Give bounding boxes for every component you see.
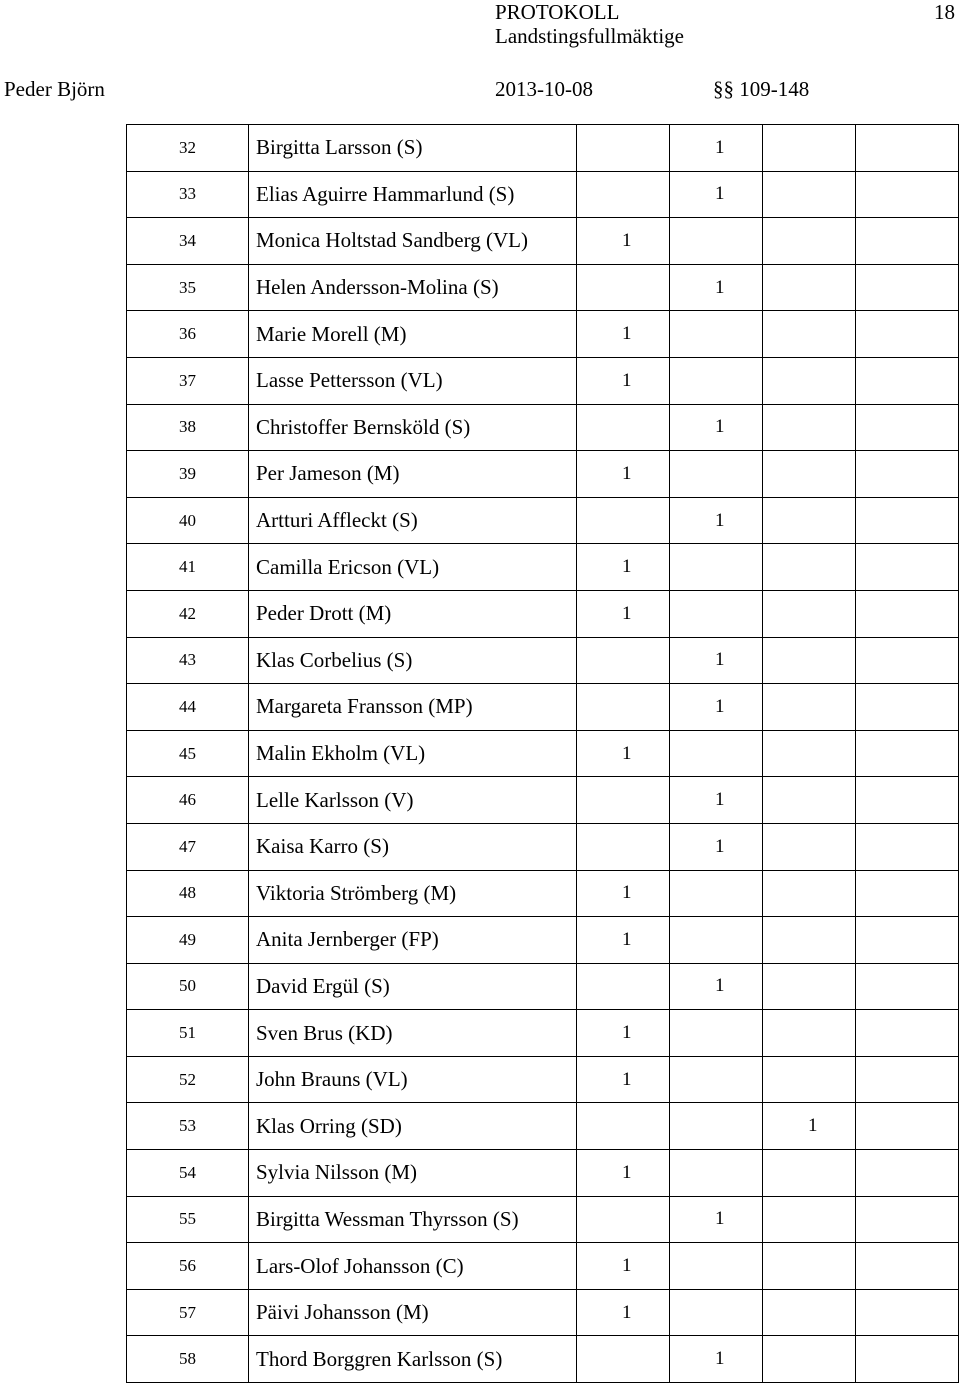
member-name: Elias Aguirre Hammarlund (S) bbox=[249, 171, 577, 218]
vote-column-3 bbox=[763, 404, 856, 451]
vote-column-2: 1 bbox=[670, 125, 763, 172]
vote-column-2: 1 bbox=[670, 637, 763, 684]
vote-column-1: 1 bbox=[577, 1010, 670, 1057]
member-number: 40 bbox=[127, 497, 249, 544]
member-name: Margareta Fransson (MP) bbox=[249, 684, 577, 731]
vote-column-4 bbox=[856, 1056, 959, 1103]
member-name: Kaisa Karro (S) bbox=[249, 823, 577, 870]
member-number: 32 bbox=[127, 125, 249, 172]
vote-column-2 bbox=[670, 1103, 763, 1150]
vote-column-4 bbox=[856, 963, 959, 1010]
vote-column-4 bbox=[856, 1196, 959, 1243]
member-number: 37 bbox=[127, 357, 249, 404]
vote-column-4 bbox=[856, 590, 959, 637]
vote-column-1: 1 bbox=[577, 870, 670, 917]
table-row bbox=[127, 125, 959, 172]
vote-column-4 bbox=[856, 730, 959, 777]
vote-column-1: 1 bbox=[577, 311, 670, 358]
member-name: John Brauns (VL) bbox=[249, 1056, 577, 1103]
member-name: Klas Orring (SD) bbox=[249, 1103, 577, 1150]
vote-column-4 bbox=[856, 125, 959, 172]
vote-column-2 bbox=[670, 218, 763, 265]
table-row bbox=[127, 1103, 959, 1150]
page-number: 18 bbox=[934, 0, 955, 24]
vote-column-3 bbox=[763, 1243, 856, 1290]
document-title: PROTOKOLL bbox=[495, 0, 620, 24]
vote-column-4 bbox=[856, 544, 959, 591]
member-number: 58 bbox=[127, 1336, 249, 1383]
table-row bbox=[127, 171, 959, 218]
vote-column-4 bbox=[856, 404, 959, 451]
vote-column-2: 1 bbox=[670, 264, 763, 311]
vote-column-1: 1 bbox=[577, 1289, 670, 1336]
table-row bbox=[127, 497, 959, 544]
member-name: David Ergül (S) bbox=[249, 963, 577, 1010]
vote-column-2: 1 bbox=[670, 777, 763, 824]
member-number: 44 bbox=[127, 684, 249, 731]
member-number: 56 bbox=[127, 1243, 249, 1290]
vote-column-3 bbox=[763, 637, 856, 684]
vote-column-2 bbox=[670, 357, 763, 404]
vote-column-3 bbox=[763, 823, 856, 870]
member-number: 45 bbox=[127, 730, 249, 777]
vote-column-1 bbox=[577, 125, 670, 172]
table-row bbox=[127, 730, 959, 777]
vote-column-3 bbox=[763, 1056, 856, 1103]
vote-column-1 bbox=[577, 404, 670, 451]
member-number: 53 bbox=[127, 1103, 249, 1150]
vote-column-4 bbox=[856, 1243, 959, 1290]
vote-column-1 bbox=[577, 497, 670, 544]
member-number: 42 bbox=[127, 590, 249, 637]
vote-column-2: 1 bbox=[670, 823, 763, 870]
vote-column-3 bbox=[763, 497, 856, 544]
vote-column-3 bbox=[763, 1150, 856, 1197]
voting-table bbox=[126, 124, 959, 1383]
member-name: Malin Ekholm (VL) bbox=[249, 730, 577, 777]
table-row bbox=[127, 1243, 959, 1290]
member-name: Sven Brus (KD) bbox=[249, 1010, 577, 1057]
vote-column-1: 1 bbox=[577, 544, 670, 591]
vote-column-2 bbox=[670, 1289, 763, 1336]
member-number: 47 bbox=[127, 823, 249, 870]
member-name: Anita Jernberger (FP) bbox=[249, 917, 577, 964]
table-row bbox=[127, 823, 959, 870]
vote-column-4 bbox=[856, 264, 959, 311]
table-row bbox=[127, 963, 959, 1010]
member-name: Artturi Affleckt (S) bbox=[249, 497, 577, 544]
vote-column-1: 1 bbox=[577, 1150, 670, 1197]
vote-column-1 bbox=[577, 1103, 670, 1150]
vote-column-2: 1 bbox=[670, 1196, 763, 1243]
member-number: 41 bbox=[127, 544, 249, 591]
vote-column-3 bbox=[763, 1196, 856, 1243]
vote-column-1: 1 bbox=[577, 917, 670, 964]
vote-column-4 bbox=[856, 637, 959, 684]
vote-column-3 bbox=[763, 264, 856, 311]
table-row bbox=[127, 357, 959, 404]
vote-column-1 bbox=[577, 823, 670, 870]
vote-column-1: 1 bbox=[577, 218, 670, 265]
member-name: Monica Holtstad Sandberg (VL) bbox=[249, 218, 577, 265]
member-number: 55 bbox=[127, 1196, 249, 1243]
vote-column-2 bbox=[670, 451, 763, 498]
vote-column-1 bbox=[577, 637, 670, 684]
vote-column-3 bbox=[763, 684, 856, 731]
member-number: 49 bbox=[127, 917, 249, 964]
vote-column-1 bbox=[577, 171, 670, 218]
member-name: Lasse Pettersson (VL) bbox=[249, 357, 577, 404]
vote-column-4 bbox=[856, 1103, 959, 1150]
table-row bbox=[127, 1289, 959, 1336]
table-row bbox=[127, 404, 959, 451]
table-row bbox=[127, 1150, 959, 1197]
vote-column-3 bbox=[763, 451, 856, 498]
member-number: 46 bbox=[127, 777, 249, 824]
table-row bbox=[127, 311, 959, 358]
member-number: 51 bbox=[127, 1010, 249, 1057]
member-name: Birgitta Larsson (S) bbox=[249, 125, 577, 172]
vote-column-2 bbox=[670, 590, 763, 637]
author-name: Peder Björn bbox=[4, 77, 105, 101]
vote-column-1: 1 bbox=[577, 590, 670, 637]
member-number: 48 bbox=[127, 870, 249, 917]
vote-column-1 bbox=[577, 264, 670, 311]
vote-column-4 bbox=[856, 1010, 959, 1057]
vote-column-3 bbox=[763, 1289, 856, 1336]
table-row bbox=[127, 777, 959, 824]
vote-column-4 bbox=[856, 1289, 959, 1336]
vote-column-3 bbox=[763, 311, 856, 358]
vote-column-2 bbox=[670, 917, 763, 964]
vote-column-3 bbox=[763, 1336, 856, 1383]
member-number: 50 bbox=[127, 963, 249, 1010]
vote-column-1 bbox=[577, 1196, 670, 1243]
vote-column-3 bbox=[763, 1010, 856, 1057]
member-name: Helen Andersson-Molina (S) bbox=[249, 264, 577, 311]
vote-column-3 bbox=[763, 777, 856, 824]
vote-column-2 bbox=[670, 544, 763, 591]
member-name: Thord Borggren Karlsson (S) bbox=[249, 1336, 577, 1383]
member-number: 54 bbox=[127, 1150, 249, 1197]
member-name: Lelle Karlsson (V) bbox=[249, 777, 577, 824]
table-row bbox=[127, 870, 959, 917]
paragraph-range: §§ 109-148 bbox=[713, 77, 810, 101]
member-name: Per Jameson (M) bbox=[249, 451, 577, 498]
table-row bbox=[127, 1336, 959, 1383]
table-row bbox=[127, 264, 959, 311]
vote-column-1: 1 bbox=[577, 451, 670, 498]
member-number: 38 bbox=[127, 404, 249, 451]
member-name: Christoffer Bernsköld (S) bbox=[249, 404, 577, 451]
table-row bbox=[127, 637, 959, 684]
vote-column-2 bbox=[670, 311, 763, 358]
vote-column-2 bbox=[670, 730, 763, 777]
vote-column-2 bbox=[670, 1243, 763, 1290]
vote-column-2: 1 bbox=[670, 963, 763, 1010]
vote-column-4 bbox=[856, 684, 959, 731]
table-row bbox=[127, 590, 959, 637]
vote-column-4 bbox=[856, 357, 959, 404]
vote-column-3 bbox=[763, 171, 856, 218]
vote-column-2: 1 bbox=[670, 1336, 763, 1383]
vote-column-4 bbox=[856, 777, 959, 824]
vote-column-4 bbox=[856, 451, 959, 498]
vote-column-3 bbox=[763, 125, 856, 172]
vote-column-1 bbox=[577, 1336, 670, 1383]
member-name: Päivi Johansson (M) bbox=[249, 1289, 577, 1336]
voting-table-body bbox=[127, 125, 959, 1383]
vote-column-3 bbox=[763, 218, 856, 265]
member-number: 35 bbox=[127, 264, 249, 311]
vote-column-4 bbox=[856, 870, 959, 917]
member-number: 34 bbox=[127, 218, 249, 265]
table-row bbox=[127, 1196, 959, 1243]
vote-column-2 bbox=[670, 1150, 763, 1197]
vote-column-4 bbox=[856, 311, 959, 358]
member-number: 57 bbox=[127, 1289, 249, 1336]
vote-column-2: 1 bbox=[670, 404, 763, 451]
table-row bbox=[127, 1010, 959, 1057]
table-row bbox=[127, 451, 959, 498]
member-name: Sylvia Nilsson (M) bbox=[249, 1150, 577, 1197]
table-row bbox=[127, 684, 959, 731]
member-number: 43 bbox=[127, 637, 249, 684]
vote-column-3 bbox=[763, 357, 856, 404]
vote-column-4 bbox=[856, 497, 959, 544]
vote-column-2: 1 bbox=[670, 171, 763, 218]
vote-column-3 bbox=[763, 590, 856, 637]
vote-column-3 bbox=[763, 544, 856, 591]
vote-column-4 bbox=[856, 1150, 959, 1197]
table-row bbox=[127, 544, 959, 591]
member-number: 33 bbox=[127, 171, 249, 218]
vote-column-3: 1 bbox=[763, 1103, 856, 1150]
vote-column-3 bbox=[763, 870, 856, 917]
vote-column-4 bbox=[856, 1336, 959, 1383]
member-name: Peder Drott (M) bbox=[249, 590, 577, 637]
member-name: Marie Morell (M) bbox=[249, 311, 577, 358]
member-number: 52 bbox=[127, 1056, 249, 1103]
member-name: Klas Corbelius (S) bbox=[249, 637, 577, 684]
vote-column-4 bbox=[856, 171, 959, 218]
table-row bbox=[127, 1056, 959, 1103]
vote-column-2 bbox=[670, 870, 763, 917]
vote-column-4 bbox=[856, 917, 959, 964]
vote-column-1: 1 bbox=[577, 1056, 670, 1103]
member-name: Lars-Olof Johansson (C) bbox=[249, 1243, 577, 1290]
vote-column-2: 1 bbox=[670, 684, 763, 731]
vote-column-3 bbox=[763, 963, 856, 1010]
vote-column-1 bbox=[577, 963, 670, 1010]
vote-column-1: 1 bbox=[577, 1243, 670, 1290]
vote-column-3 bbox=[763, 730, 856, 777]
vote-column-2: 1 bbox=[670, 497, 763, 544]
vote-column-2 bbox=[670, 1010, 763, 1057]
document-subtitle: Landstingsfullmäktige bbox=[495, 24, 684, 48]
member-name: Birgitta Wessman Thyrsson (S) bbox=[249, 1196, 577, 1243]
vote-column-3 bbox=[763, 917, 856, 964]
meeting-date: 2013-10-08 bbox=[495, 77, 593, 101]
vote-column-2 bbox=[670, 1056, 763, 1103]
member-name: Camilla Ericson (VL) bbox=[249, 544, 577, 591]
vote-column-4 bbox=[856, 823, 959, 870]
vote-column-1: 1 bbox=[577, 357, 670, 404]
vote-column-1 bbox=[577, 684, 670, 731]
member-name: Viktoria Strömberg (M) bbox=[249, 870, 577, 917]
vote-column-1 bbox=[577, 777, 670, 824]
table-row bbox=[127, 218, 959, 265]
vote-column-4 bbox=[856, 218, 959, 265]
member-number: 36 bbox=[127, 311, 249, 358]
member-number: 39 bbox=[127, 451, 249, 498]
table-row bbox=[127, 917, 959, 964]
vote-column-1: 1 bbox=[577, 730, 670, 777]
